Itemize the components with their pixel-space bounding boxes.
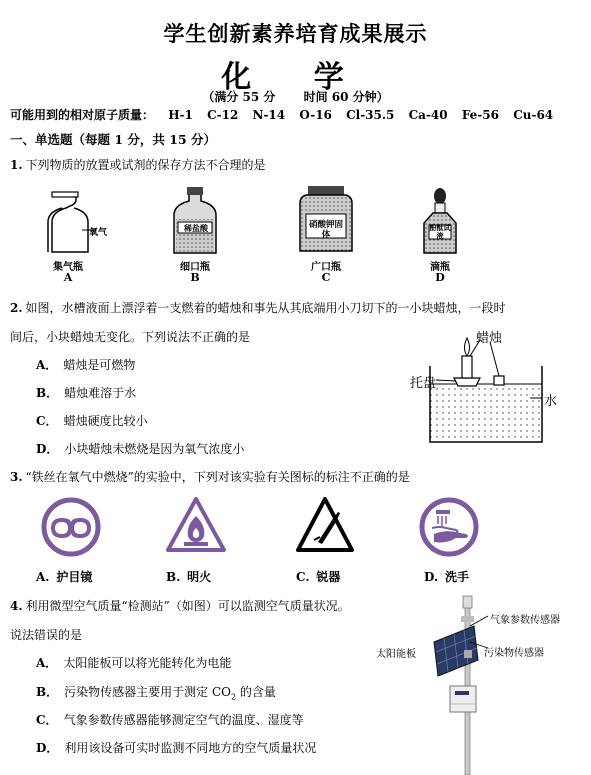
question-2: [10, 299, 506, 316]
question-3: [10, 468, 410, 485]
option-key: B．: [36, 685, 59, 699]
question-number: 1.: [10, 158, 23, 172]
q2-option-b[interactable]: [36, 384, 136, 401]
option-key: A.: [36, 570, 50, 584]
icon-b-label[interactable]: [166, 568, 214, 585]
atoms-label: 可能用到的相对原子质量：: [10, 108, 155, 122]
question-text: 如图，水槽液面上漂浮着一支燃着的蜡烛和事先从其底端用小刀切下的一小块蜡烛，一段时: [25, 301, 506, 315]
atomic-masses: [10, 106, 563, 123]
label-tray: 托盘: [410, 376, 437, 391]
option-text: 污染物传感器主要用于测定 CO: [64, 685, 231, 699]
option-text: 小块蜡烛未燃烧是因为氧气浓度小: [64, 442, 245, 456]
bottle-d-inner: 酚酞试液: [429, 223, 451, 240]
q2-option-d[interactable]: [36, 440, 244, 457]
q4-option-a[interactable]: [36, 654, 231, 671]
option-key: A．: [36, 358, 58, 372]
option-text: 蜡烛是可燃物: [63, 358, 136, 372]
bottle-b-letter: B: [190, 271, 200, 284]
subject-title: 化 学: [221, 60, 370, 95]
bottle-b-inner: 稀盐酸: [184, 223, 208, 233]
option-text: 利用该设备可实时监测不同地方的空气质量状况: [64, 741, 317, 755]
open-flame-icon: [164, 494, 228, 556]
label-candle: 蜡烛: [476, 331, 503, 346]
subscript: 2: [231, 692, 237, 702]
question-text: 利用微型空气质量“检测站”（如图）可以监测空气质量状况。: [25, 599, 350, 613]
icon-c-label[interactable]: [296, 568, 343, 585]
icon-a-label[interactable]: [36, 568, 95, 585]
option-key: A．: [36, 656, 58, 670]
question-1: [10, 156, 266, 173]
question-number: 3.: [10, 470, 23, 484]
question-2-line2: 间后，小块蜡烛无变化。下列说法不正确的是: [10, 330, 251, 344]
option-key: B．: [36, 386, 59, 400]
label-water: 水: [544, 394, 558, 409]
section-heading: 一、单选题（每题 1 分，共 15 分）: [10, 132, 217, 147]
option-key: B.: [166, 570, 181, 584]
full-score: （满分 55 分: [202, 90, 276, 104]
goggles-icon: [40, 496, 102, 558]
option-key: C．: [36, 414, 58, 428]
option-text: 的含量: [236, 685, 276, 699]
bottle-c-caption: 广口瓶: [311, 262, 341, 273]
q4-option-d[interactable]: [36, 739, 316, 756]
narrow-bottle-figure: [170, 185, 220, 257]
exam-meta: [0, 88, 591, 105]
bottle-b-caption: 细口瓶: [180, 262, 210, 273]
bottle-d-caption: 滴瓶: [430, 262, 450, 273]
question-text: “铁丝在氧气中燃烧”的实验中，下列对该实验有关图标的标注不正确的是: [25, 470, 410, 484]
sharp-object-icon: [294, 494, 356, 556]
bottle-c-inner: 硝酸钾固体: [308, 220, 343, 240]
option-key: D．: [36, 741, 59, 755]
q4-option-b[interactable]: [36, 683, 276, 701]
atom-mass: C-12: [207, 108, 239, 122]
option-text: 锐器: [316, 570, 341, 584]
question-4: [10, 597, 350, 614]
option-key: C．: [36, 713, 58, 727]
label-solar-panel: 太阳能板: [376, 649, 416, 660]
option-text: 气象参数传感器能够测定空气的温度、湿度等: [63, 713, 304, 727]
hand-wash-icon: [418, 496, 480, 558]
option-text: 蜡烛硬度比较小: [63, 414, 148, 428]
option-text: 护目镜: [56, 570, 93, 584]
question-text: 下列物质的放置或试剂的保存方法不合理的是: [25, 158, 266, 172]
label-pollutant-sensor: 污染物传感器: [484, 648, 544, 659]
option-text: 太阳能板可以将光能转化为电能: [63, 656, 232, 670]
question-number: 2.: [10, 301, 23, 315]
bottle-c-letter: C: [321, 271, 331, 284]
q4-option-c[interactable]: [36, 711, 304, 728]
option-key: C.: [296, 570, 310, 584]
option-text: 洗手: [444, 570, 469, 584]
atom-mass: O-16: [299, 108, 332, 122]
atom-mass: Cl-35.5: [346, 108, 395, 122]
question-4-line2: 说法错误的是: [10, 628, 83, 642]
exam-time: 时间 60 分钟）: [303, 90, 389, 104]
bottle-a-inner: 氧气: [89, 228, 108, 238]
exam-title: 学生创新素养培育成果展示: [163, 21, 428, 46]
option-text: 明火: [187, 570, 212, 584]
bottle-a-caption: 集气瓶: [53, 262, 83, 273]
atom-mass: Cu-64: [513, 108, 554, 122]
atom-mass: N-14: [252, 108, 286, 122]
dropper-bottle-figure: [420, 186, 460, 258]
bottle-d-letter: D: [435, 271, 445, 284]
option-text: 蜡烛难溶于水: [64, 386, 137, 400]
atom-mass: Fe-56: [461, 108, 499, 122]
icon-d-label[interactable]: [424, 568, 472, 585]
option-key: D.: [424, 570, 439, 584]
q2-option-a[interactable]: [36, 356, 135, 373]
atom-mass: Ca-40: [408, 108, 448, 122]
bottle-a-letter: A: [63, 271, 73, 284]
question-number: 4.: [10, 599, 23, 613]
q2-option-c[interactable]: [36, 412, 148, 429]
option-key: D．: [36, 442, 59, 456]
atom-mass: H-1: [168, 108, 193, 122]
label-weather-sensor: 气象参数传感器: [490, 615, 560, 626]
